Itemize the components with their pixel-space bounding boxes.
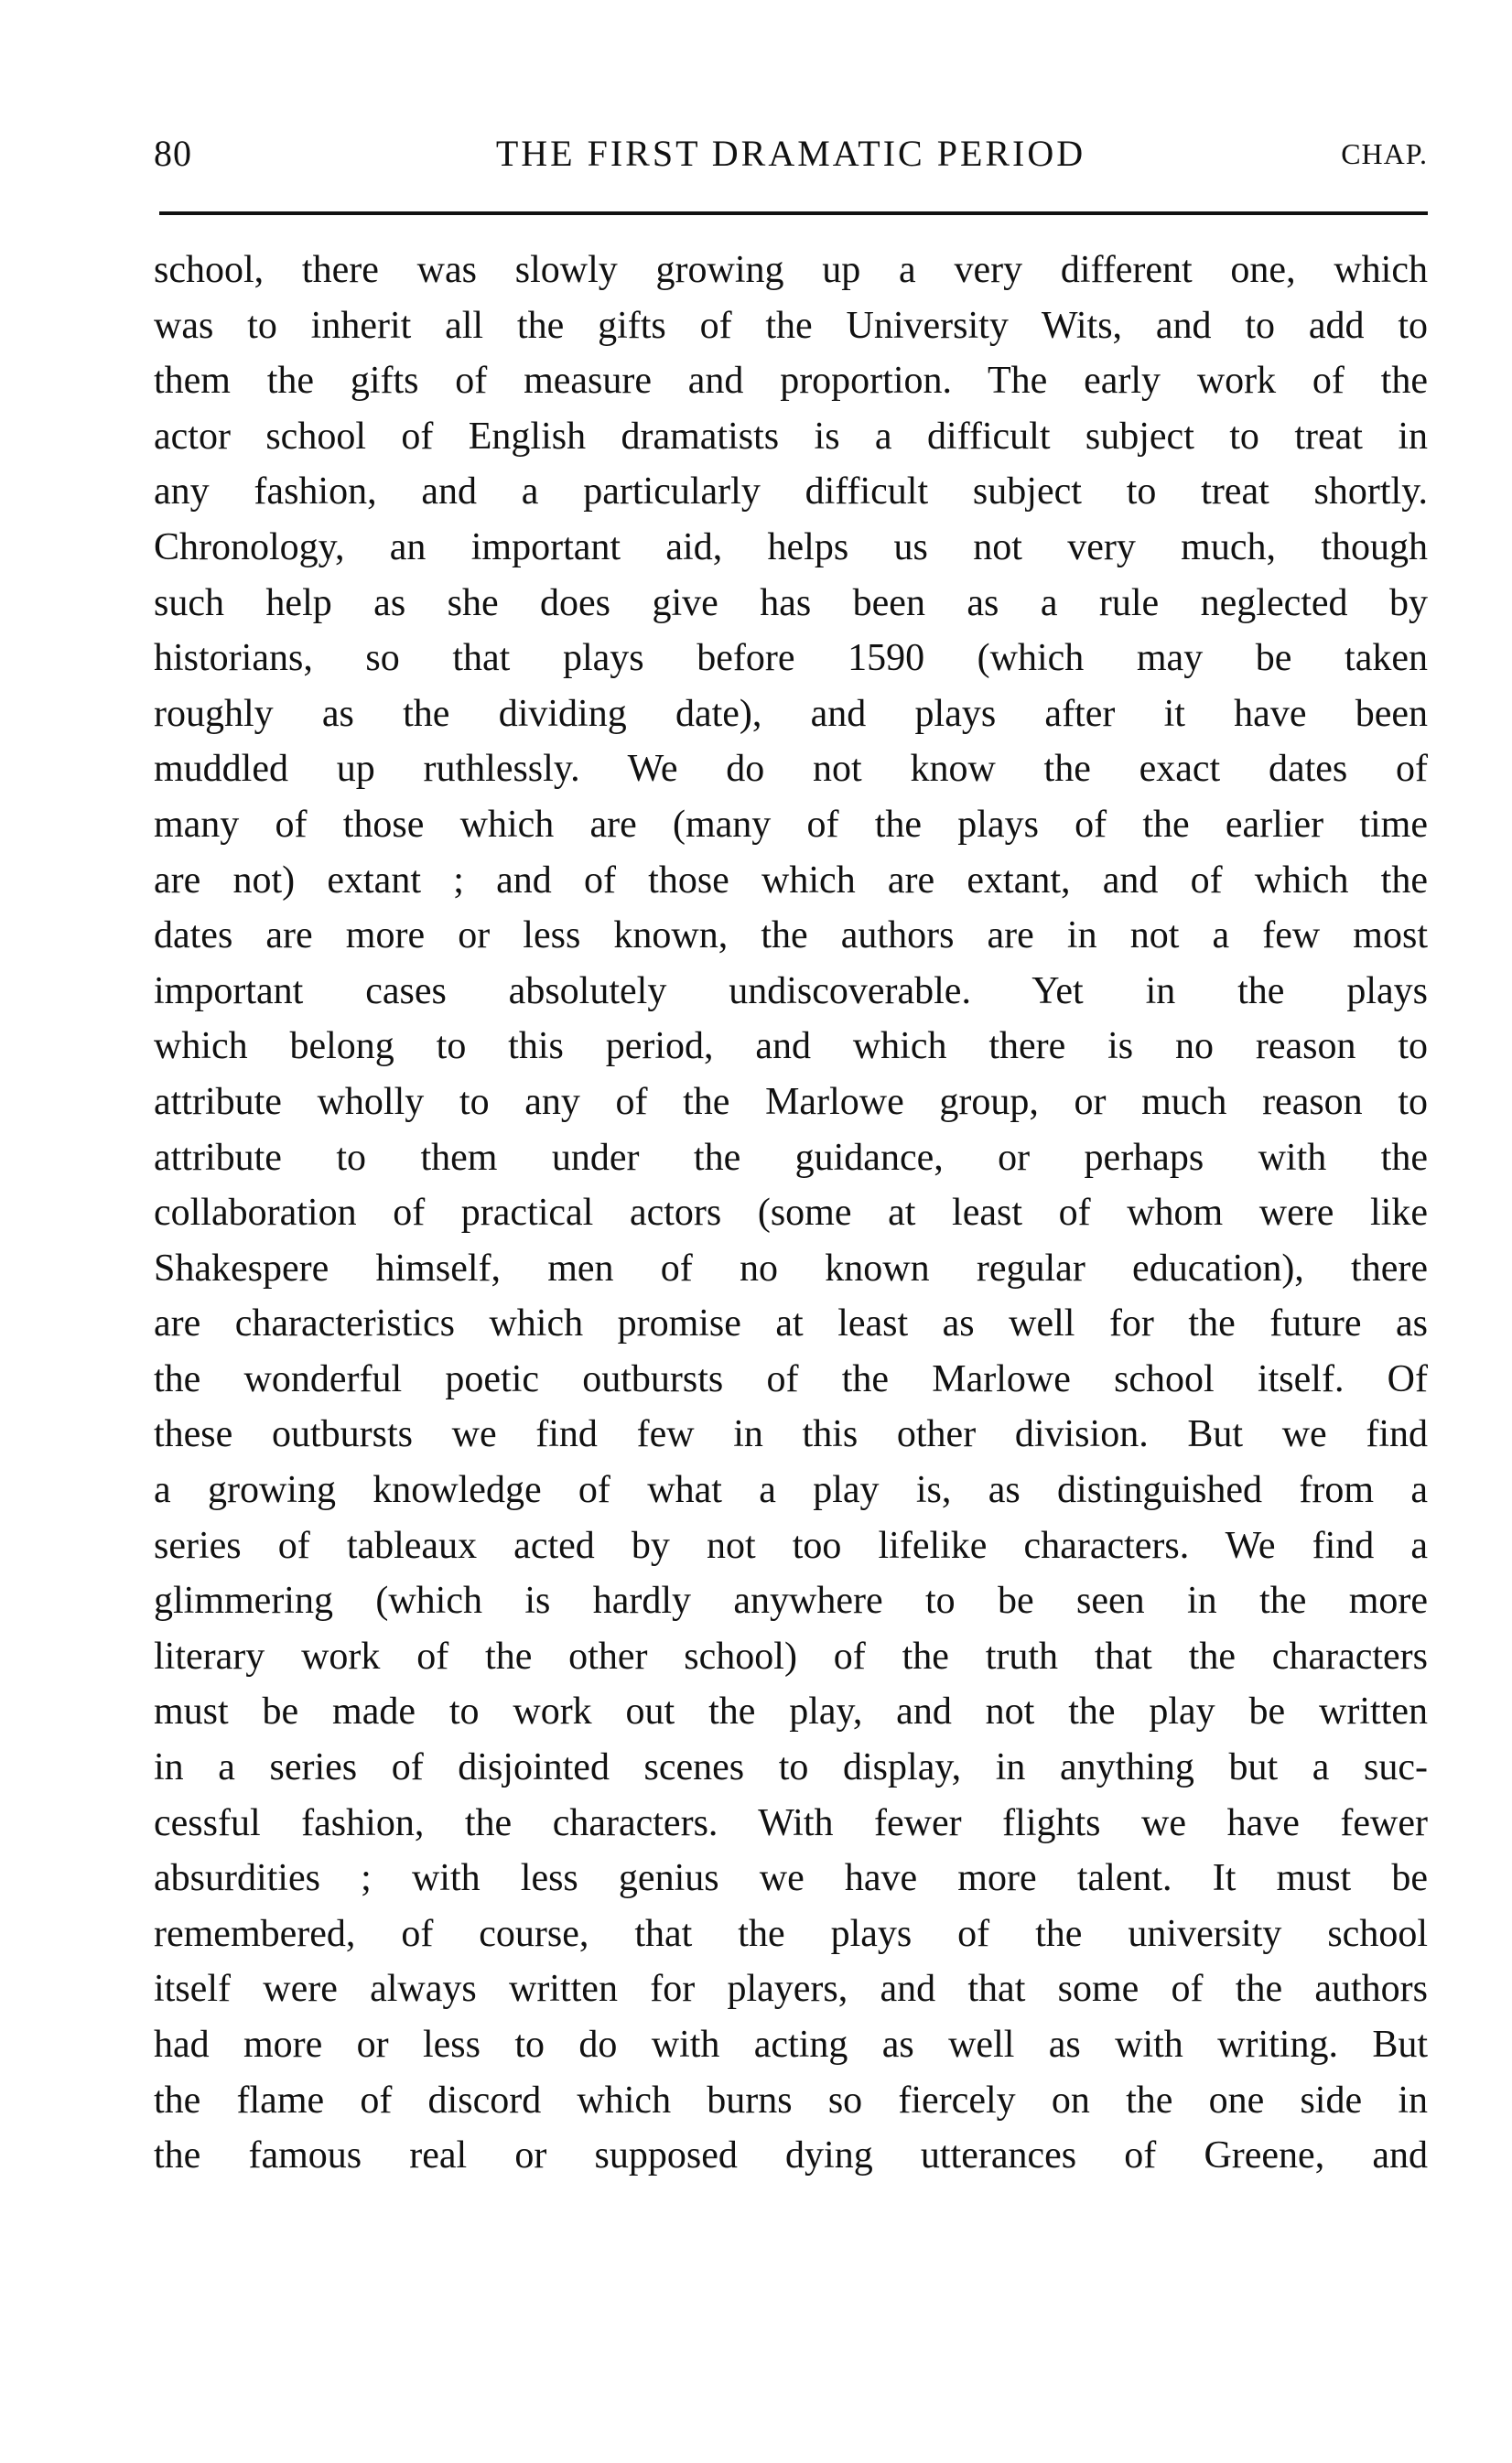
text-line: glimmering (which is hardly anywhere to be seen in the more — [154, 1580, 1428, 1623]
text-line: remembered, of course, that the plays of the university school — [154, 1912, 1428, 1955]
text-line: roughly as the dividing date), and plays after it have been — [154, 692, 1428, 735]
text-line: was to inherit all the gifts of the University Wits, and to add to — [154, 304, 1428, 347]
text-line: itself were always written for players, and that some of the authors — [154, 1968, 1428, 2011]
text-line: attribute wholly to any of the Marlowe group, or much reason to — [154, 1080, 1428, 1123]
running-title: THE FIRST DRAMATIC PERIOD — [495, 133, 1086, 174]
text-line: important cases absolutely undiscoverable. Yet in the plays — [154, 969, 1428, 1012]
text-line: which belong to this period, and which there is no reason to — [154, 1025, 1428, 1068]
text-line: the famous real or supposed dying utterances of Greene, and — [154, 2134, 1428, 2177]
text-line: cessful fashion, the characters. With fewer flights we have fewer — [154, 1801, 1428, 1844]
page-number: 80 — [154, 133, 192, 174]
text-line: such help as she does give has been as a rule neglected by — [154, 581, 1428, 624]
text-line: dates are more or less known, the authors are in not a few most — [154, 914, 1428, 957]
text-line: are characteristics which promise at least as well for the future as — [154, 1302, 1428, 1345]
text-line: must be made to work out the play, and not the play be written — [154, 1691, 1428, 1734]
text-line: collaboration of practical actors (some at least of whom were like — [154, 1192, 1428, 1235]
text-line: them the gifts of measure and proportion. The early work of the — [154, 360, 1428, 403]
text-line: any fashion, and a particularly difficult subject to treat shortly. — [154, 470, 1428, 513]
body-paragraph — [154, 243, 1428, 2184]
text-line: literary work of the other school) of the truth that the characters — [154, 1635, 1428, 1678]
text-line: muddled up ruthlessly. We do not know the exact dates of — [154, 748, 1428, 791]
text-line: many of those which are (many of the plays of the earlier time — [154, 803, 1428, 846]
text-line: the flame of discord which burns so fiercely on the one side in — [154, 2079, 1428, 2122]
text-line: historians, so that plays before 1590 (which may be taken — [154, 637, 1428, 680]
text-line: school, there was slowly growing up a very different one, which — [154, 249, 1428, 291]
text-line: Shakespere himself, men of no known regular education), there — [154, 1247, 1428, 1290]
text-line: are not) extant ; and of those which are extant, and of which the — [154, 859, 1428, 902]
text-line: actor school of English dramatists is a difficult subject to treat in — [154, 415, 1428, 458]
text-line: Chronology, an important aid, helps us not very much, though — [154, 525, 1428, 568]
text-line: a growing knowledge of what a play is, as distinguished from a — [154, 1469, 1428, 1512]
text-line: these outbursts we find few in this other division. But we find — [154, 1413, 1428, 1456]
text-line: series of tableaux acted by not too lifelike characters. We find a — [154, 1524, 1428, 1567]
text-line: attribute to them under the guidance, or perhaps with the — [154, 1136, 1428, 1179]
text-line: in a series of disjointed scenes to display, in anything but a suc- — [154, 1746, 1428, 1789]
chapter-label: CHAP. — [1341, 137, 1428, 170]
running-header — [154, 126, 1428, 181]
text-line: had more or less to do with acting as well as with writing. But — [154, 2024, 1428, 2066]
text-line: absurdities ; with less genius we have more talent. It must be — [154, 1857, 1428, 1900]
header-rule — [159, 211, 1428, 215]
text-line: the wonderful poetic outbursts of the Marlowe school itself. Of — [154, 1357, 1428, 1400]
